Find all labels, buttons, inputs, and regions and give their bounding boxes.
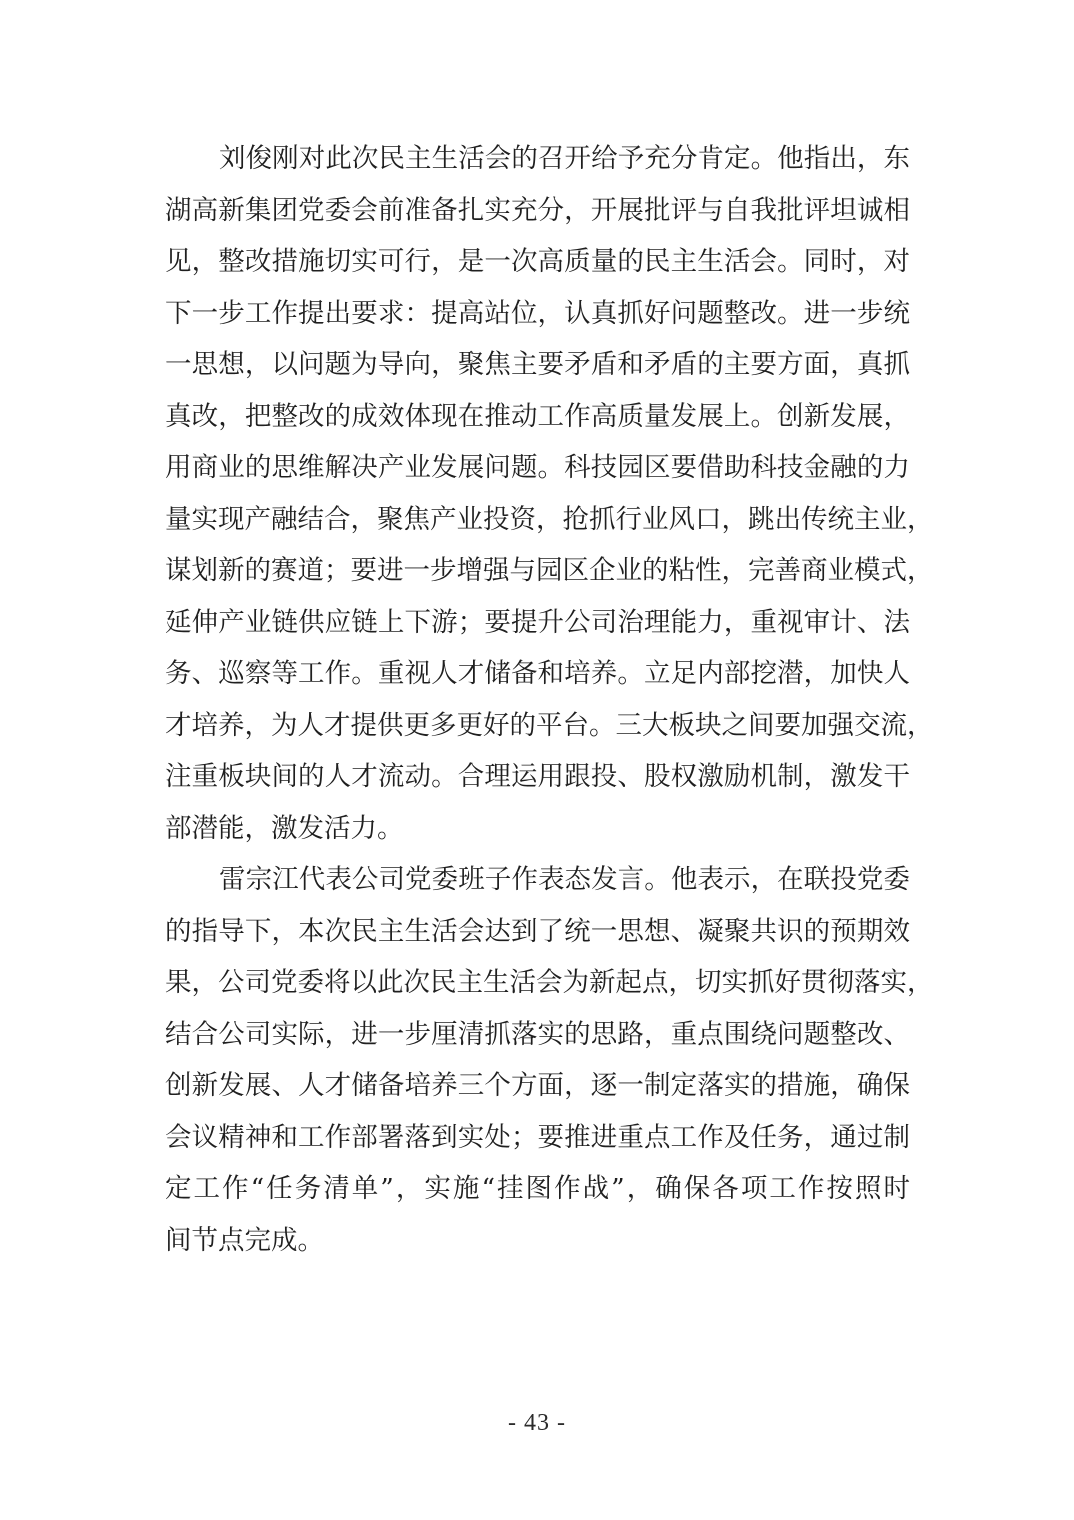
document-body	[165, 133, 934, 1266]
paragraph-line: 创新发展、人才储备培养三个方面，逐一制定落实的措施，确保	[165, 1070, 910, 1101]
paragraph-line: 湖高新集团党委会前准备扎实充分，开展批评与自我批评坦诚相	[165, 194, 910, 226]
paragraph-line: 务、巡察等工作。重视人才储备和培养。立足内部挖潜，加快人	[165, 658, 910, 689]
paragraph-line: 间节点完成。	[165, 1224, 324, 1256]
paragraph-2	[165, 854, 934, 1266]
paragraph-line: 果，公司党委将以此次民主生活会为新起点，切实抓好贯彻落实，	[165, 967, 934, 998]
paragraph-line: 延伸产业链供应链上下游；要提升公司治理能力，重视审计、法	[165, 606, 910, 638]
paragraph-line: 雷宗江代表公司党委班子作表态发言。他表示，在联投党委	[219, 864, 910, 895]
paragraph-line: 注重板块间的人才流动。合理运用跟投、股权激励机制，激发干	[165, 761, 910, 792]
paragraph-line: 部潜能，激发活力。	[165, 812, 404, 844]
paragraph-line: 用商业的思维解决产业发展问题。科技园区要借助科技金融的力	[165, 452, 910, 483]
paragraph-line: 一思想，以问题为导向，聚焦主要矛盾和矛盾的主要方面，真抓	[165, 349, 910, 380]
paragraph-line: 谋划新的赛道；要进一步增强与园区企业的粘性，完善商业模式，	[165, 555, 934, 586]
paragraph-line: 定工作“任务清单”，实施“挂图作战”，确保各项工作按照时	[165, 1173, 910, 1204]
paragraph-line: 才培养，为人才提供更多更好的平台。三大板块之间要加强交流，	[165, 709, 934, 741]
paragraph-line: 真改，把整改的成效体现在推动工作高质量发展上。创新发展，	[165, 400, 910, 432]
paragraph-line: 量实现产融结合，聚焦产业投资，抢抓行业风口，跳出传统主业，	[165, 503, 934, 535]
paragraph-line: 的指导下，本次民主生活会达到了统一思想、凝聚共识的预期效	[165, 915, 910, 947]
paragraph-line: 刘俊刚对此次民主生活会的召开给予充分肯定。他指出，东	[219, 143, 910, 174]
page-number: - 43 -	[508, 1410, 566, 1436]
paragraph-line: 见，整改措施切实可行，是一次高质量的民主生活会。同时，对	[165, 246, 910, 277]
paragraph-line: 会议精神和工作部署落到实处；要推进重点工作及任务，通过制	[165, 1121, 910, 1153]
paragraph-1	[165, 133, 934, 854]
paragraph-line: 结合公司实际，进一步厘清抓落实的思路，重点围绕问题整改、	[165, 1018, 910, 1050]
paragraph-line: 下一步工作提出要求：提高站位，认真抓好问题整改。进一步统	[165, 297, 910, 329]
